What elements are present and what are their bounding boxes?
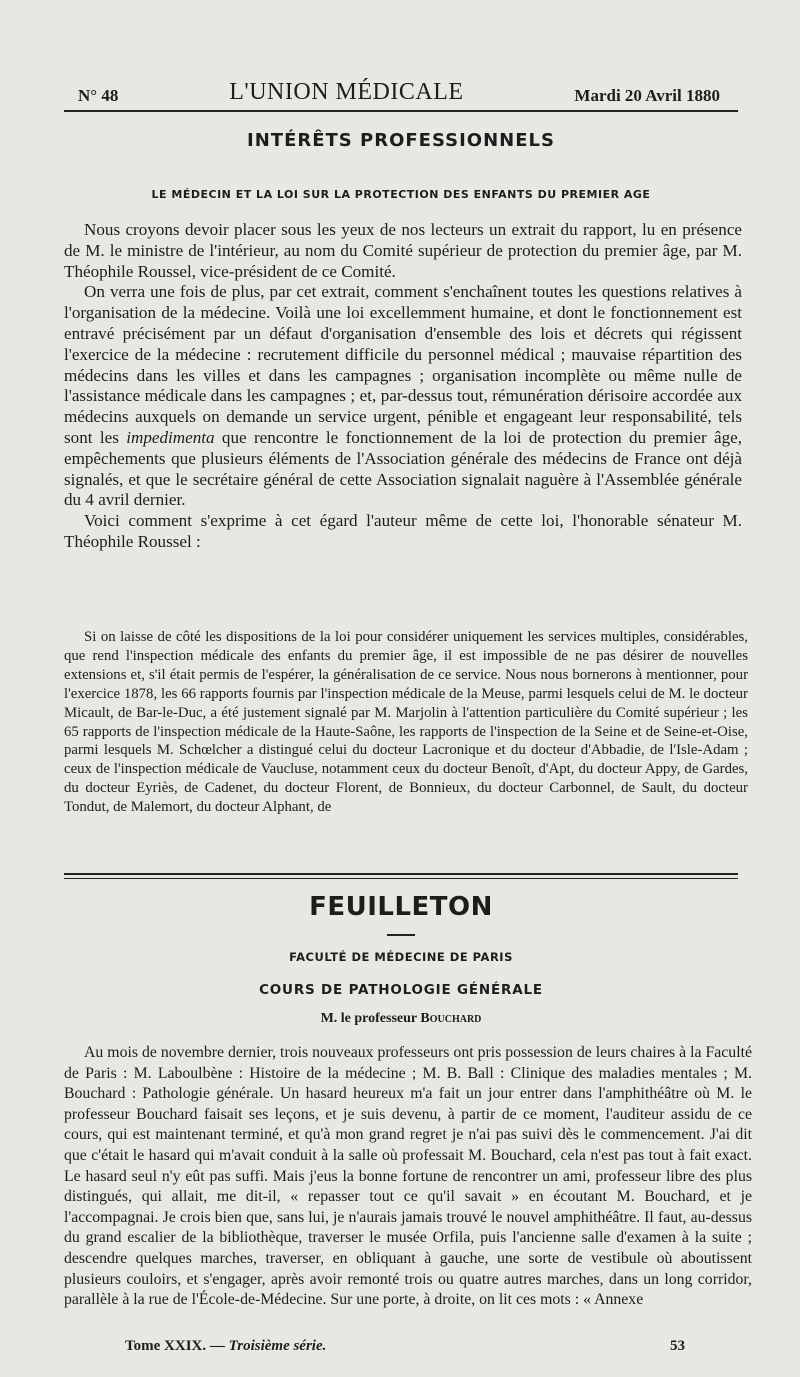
- volume-info: [125, 1338, 326, 1355]
- professor-prefix: M. le professeur: [320, 1011, 417, 1026]
- series-label: Troisième série.: [228, 1338, 327, 1354]
- course-heading: COURS DE PATHOLOGIE GÉNÉRALE: [259, 982, 543, 998]
- issue-number: N° 48: [78, 86, 119, 105]
- feuilleton-rule-top: [64, 873, 738, 875]
- feuilleton-rule-bottom: [64, 878, 738, 879]
- header-rule: [64, 110, 738, 112]
- article-body: [64, 220, 742, 553]
- quote-paragraph: Si on laisse de côté les dispositions de la loi pour considérer uniquement les services multiples, considérables, que rend l'inspection médicale des enfants du premier âge, il est impossible de ne pas désirer de nouvelles extensions et, s'il était permis de l'espérer, la généralisation de ce service. Nous nous bornerons à mentionner, pour l'exercice 1878, les 66 rapports fournis par l'inspection médicale de la Meuse, parmi lesquels celui de M. le docteur Micault, de Bar-le-Duc, a été justement signalé par M. Marjolin à l'attention particulière du Comité supérieur ; les 65 rapports de l'inspection médicale de la Haute-Saône, les rapports de l'inspection de la Seine et de Seine-et-Oise, parmi lesquels M. Schœlcher a distingué celui du docteur Lacronique et du docteur d'Abbadie, de l'Isle-Adam ; ceux de l'inspection médicale de Vaucluse, notamment ceux du docteur Benoît, d'Apt, du docteur Appy, de Gardes, du docteur Eyriès, de Cadenet, du docteur Florent, de Bonnieux, du docteur Carbonnel, de Sault, du docteur Tondut, de Malemort, du docteur Alphant, de: [64, 629, 748, 816]
- article-paragraph: Nous croyons devoir placer sous les yeux de nos lecteurs un extrait du rapport, lu en présence de M. le ministre de l'intérieur, au nom du Comité supérieur de protection du premier âge, par M. Théophile Roussel, vice-président de ce Comité.: [64, 220, 742, 281]
- professor-name: Bouchard: [420, 1011, 482, 1026]
- faculty-heading: FACULTÉ DE MÉDECINE DE PARIS: [289, 950, 513, 964]
- tome-label: Tome XXIX. —: [125, 1338, 225, 1354]
- emphasis-word: impedimenta: [126, 427, 215, 447]
- section-title: INTÉRÊTS PROFESSIONNELS: [247, 130, 555, 151]
- page-footer: [125, 1338, 685, 1355]
- journal-title: L'UNION MÉDICALE: [229, 79, 464, 105]
- article-subtitle: LE MÉDECIN ET LA LOI SUR LA PROTECTION DES ENFANTS DU PREMIER AGE: [151, 188, 651, 201]
- feuilleton-body: [64, 1043, 752, 1311]
- article-quote: [64, 628, 748, 817]
- title-dash: [387, 934, 415, 936]
- professor-line: [64, 1011, 738, 1027]
- article-paragraph: On verra une fois de plus, par cet extrait, comment s'enchaînent toutes les questions relatives à l'organisation de la médecine. Voilà une loi excellemment humaine, et dont le fonctionnement est entravé précisément par un défaut d'organisation d'ensemble des lois et décrets qui régissent l'exercice de la médecine : recrutement difficile du personnel médical ; mauvaise répartition des médecins dans les villes et dans les campagnes ; organisation incomplète ou même nulle de l'assistance médicale dans les campagnes ; et, par-dessus tout, rémunération dérisoire accordée aux médecins auxquels on demande un service urgent, pénible et engageant leur responsabilité, tels sont les impedimenta que rencontre le fonctionnement de la loi de protection du premier âge, empêchements que plusieurs éléments de l'Association générale des médecins de France ont déjà signalés, et que le secrétaire général de cette Association signalait naguère à l'Assemblée générale du 4 avril dernier.: [64, 282, 743, 510]
- issue-date: Mardi 20 Avril 1880: [574, 86, 720, 105]
- page-number: 53: [670, 1338, 685, 1354]
- page-header: [78, 72, 720, 106]
- article-paragraph: Voici comment s'exprime à cet égard l'auteur même de cette loi, l'honorable sénateur M. Théophile Roussel :: [64, 511, 742, 551]
- feuilleton-paragraph: Au mois de novembre dernier, trois nouveaux professeurs ont pris possession de leurs chaires à la Faculté de Paris : M. Laboulbène : Histoire de la médecine ; M. B. Ball : Clinique des maladies mentales ; M. Bouchard : Pathologie générale. Un hasard heureux m'a fait un jour entrer dans l'amphithéâtre où M. le professeur Bouchard faisait ses leçons, et je suis devenu, à partir de ce moment, l'auditeur assidu de ce cours, qui est maintenant terminé, et qu'à mon grand regret je n'ai pas suivi dès le commencement. J'ai dit que c'était le hasard qui m'avait conduit à la salle où professait M. Bouchard, cela n'est pas tout à fait exact. Le hasard seul n'y eût pas suffi. Mais j'eus la bonne fortune de rencontrer un ami, professeur libre des plus distingués, qui allait, me dit-il, « repasser tout ce qu'il savait » en écoutant M. Bouchard, et je l'accompagnai. Je crois bien que, sans lui, je n'aurais jamais trouvé le nouvel amphithéâtre. Il faut, au-dessus du grand escalier de la bibliothèque, traverser le musée Orfila, puis l'ancienne salle d'examen à la suite ; descendre quelques marches, traverser, en obliquant à gauche, une sorte de vestibule où aboutissent plusieurs couloirs, et s'engager, après avoir remonté trois ou quatre autres marches, dans un long corridor, parallèle à la rue de l'École-de-Médecine. Sur une porte, à droite, on lit ces mots : « Annexe: [64, 1044, 752, 1309]
- feuilleton-title: FEUILLETON: [309, 892, 493, 922]
